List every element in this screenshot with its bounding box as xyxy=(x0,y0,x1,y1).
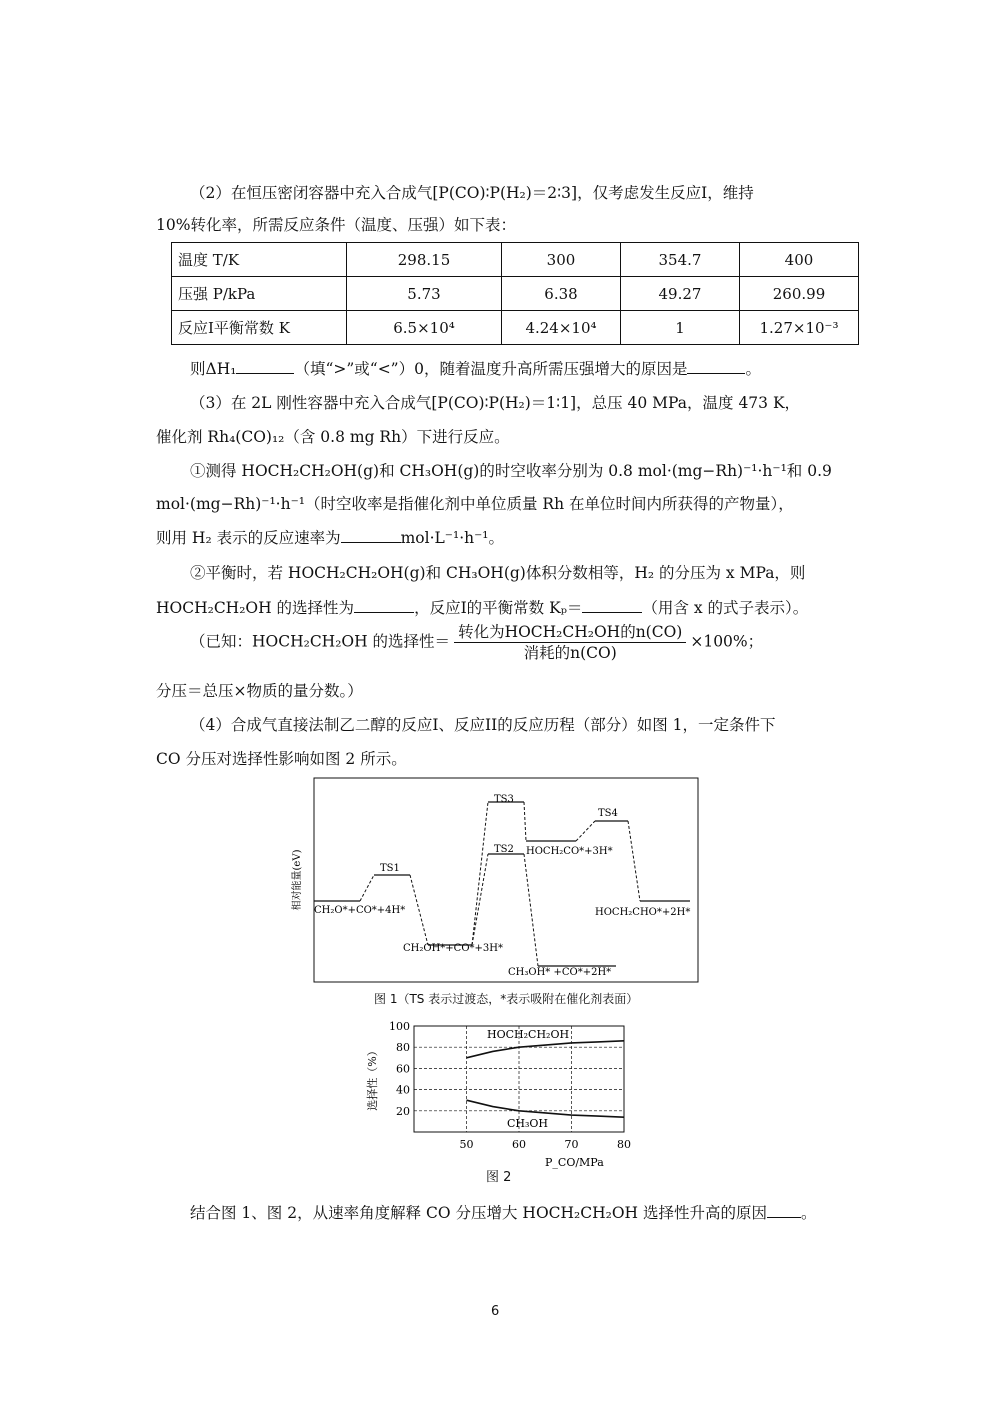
answer-blank[interactable] xyxy=(354,598,414,613)
figure-1-energy-diagram xyxy=(290,776,702,986)
table-cell: 6.38 xyxy=(502,277,621,311)
q3-s2-line2a: HOCH₂CH₂OH 的选择性为 xyxy=(156,599,355,617)
table-cell: 4.24×10⁴ xyxy=(502,311,621,345)
row-head: 压强 P/kPa xyxy=(172,277,347,311)
known-line2: 分压＝总压×物质的量分数。） xyxy=(156,682,363,700)
fig1-ylabel: 相对能量(eV) xyxy=(292,849,303,911)
q3-s2-line2c: （用含 x 的式子表示）。 xyxy=(642,599,809,617)
table-cell: 400 xyxy=(740,243,859,277)
q2-after-a: 则ΔH₁ xyxy=(190,360,237,378)
q2-after-c: 。 xyxy=(745,360,761,378)
fig2-y-tick-label: 20 xyxy=(396,1104,410,1118)
fig2-x-tick-label: 50 xyxy=(459,1138,474,1151)
table-cell: 298.15 xyxy=(347,243,502,277)
table-cell: 354.7 xyxy=(621,243,740,277)
fig1-start-label: CH₂O*+CO*+4H* xyxy=(314,905,406,916)
answer-blank[interactable] xyxy=(582,598,642,613)
q3-s1-line1: ①测得 HOCH₂CH₂OH(g)和 CH₃OH(g)的时空收率分别为 0.8 mol·(mg−Rh)⁻¹·h⁻¹和 0.9 xyxy=(190,462,832,480)
answer-blank[interactable] xyxy=(236,359,294,374)
page-number: 6 xyxy=(491,1304,500,1319)
fig2-ylabel: 选择性（%） xyxy=(366,1045,379,1111)
fig2-series-line-1 xyxy=(467,1100,625,1117)
fig2-x-tick-label: 60 xyxy=(512,1138,526,1151)
q3-s1-line2: mol·(mg−Rh)⁻¹·h⁻¹（时空收率是指催化剂中单位质量 Rh 在单位时间内所获得的产物量）， xyxy=(156,495,794,513)
fig2-y-tick-label: 60 xyxy=(396,1062,410,1076)
q3-s2-line2b: ，反应I的平衡常数 Kₚ＝ xyxy=(414,599,583,617)
table-row xyxy=(172,311,859,345)
q3-s1-line3 xyxy=(156,527,836,549)
fig1-int1-label: CH₂OH*+CO*+3H* xyxy=(403,943,503,954)
fig1-caption: 图 1（TS 表示过渡态，*表示吸附在催化剂表面） xyxy=(374,992,639,1006)
table-cell: 260.99 xyxy=(740,277,859,311)
q2-after-b: （填“>”或“<”）0，随着温度升高所需压强增大的原因是 xyxy=(294,360,688,378)
fig2-x-tick-label: 80 xyxy=(617,1138,631,1151)
q4-final-b: 。 xyxy=(800,1204,817,1222)
known-b: ×100%； xyxy=(690,632,764,651)
fig2-y-tick-label: 40 xyxy=(396,1083,410,1097)
fig1-int2-label: HOCH₂CO*+3H* xyxy=(526,846,613,857)
answer-blank[interactable] xyxy=(341,528,401,543)
q3-s1-line3a: 则用 H₂ 表示的反应速率为 xyxy=(156,529,341,547)
q4-line2: CO 分压对选择性影响如图 2 所示。 xyxy=(156,750,407,768)
q2-line1: （2）在恒压密闭容器中充入合成气[P(CO)∶P(H₂)＝2∶3]，仅考虑发生反应I，维持 xyxy=(190,184,754,202)
q3-line2: 催化剂 Rh₄(CO)₁₂（含 0.8 mg Rh）下进行反应。 xyxy=(156,428,510,446)
fig2-series-label-hoch2ch2oh: HOCH₂CH₂OH xyxy=(487,1028,570,1041)
fig2-xlabel: P_CO/MPa xyxy=(545,1156,604,1169)
fig2-y-tick-label: 80 xyxy=(396,1041,410,1055)
q3-s1-line3b: mol·L⁻¹·h⁻¹。 xyxy=(400,529,505,547)
table-cell: 1.27×10⁻³ xyxy=(740,311,859,345)
selectivity-formula xyxy=(190,622,870,663)
formula-numerator: 转化为HOCH₂CH₂OH的n(CO) xyxy=(454,622,686,643)
formula-fraction xyxy=(454,622,686,663)
table-cell: 1 xyxy=(621,311,740,345)
row-head: 温度 T/K xyxy=(172,243,347,277)
row-head: 反应I平衡常数 K xyxy=(172,311,347,345)
q3-s2-line2 xyxy=(156,597,836,619)
fig1-ts3-label: TS3 xyxy=(494,794,514,805)
table-cell: 49.27 xyxy=(621,277,740,311)
q3-s2-line1: ②平衡时，若 HOCH₂CH₂OH(g)和 CH₃OH(g)体积分数相等，H₂ 的分压为 x MPa，则 xyxy=(190,564,806,582)
fig2-y-tick-label: 100 xyxy=(389,1020,410,1033)
fig1-ts1-label: TS1 xyxy=(380,863,400,874)
condition-table xyxy=(171,242,859,345)
table-cell: 6.5×10⁴ xyxy=(347,311,502,345)
table-cell: 5.73 xyxy=(347,277,502,311)
answer-blank[interactable] xyxy=(687,359,745,374)
fig2-series-line-0 xyxy=(467,1041,625,1058)
table-row xyxy=(172,243,859,277)
q3-line1: （3）在 2L 刚性容器中充入合成气[P(CO)∶P(H₂)＝1∶1]，总压 40 MPa，温度 473 K， xyxy=(190,394,801,412)
fig1-ts4-label: TS4 xyxy=(598,808,618,819)
figure-2-selectivity-chart xyxy=(362,1014,632,1172)
fig1-ts2-label: TS2 xyxy=(494,844,514,855)
fig2-series-label-ch3oh: CH₃OH xyxy=(507,1117,549,1130)
table-row xyxy=(172,277,859,311)
q4-line1: （4）合成气直接法制乙二醇的反应I、反应II的反应历程（部分）如图 1，一定条件下 xyxy=(190,716,776,734)
fig2-caption: 图 2 xyxy=(486,1170,512,1185)
q4-final-line xyxy=(190,1202,870,1224)
fig2-x-tick-label: 70 xyxy=(564,1138,579,1151)
answer-blank[interactable] xyxy=(767,1203,801,1218)
q4-final-a: 结合图 1、图 2，从速率角度解释 CO 分压增大 HOCH₂CH₂OH 选择性升高的原因 xyxy=(190,1204,767,1222)
known-a: （已知：HOCH₂CH₂OH 的选择性＝ xyxy=(190,632,451,651)
q2-after-line xyxy=(190,358,870,380)
table-cell: 300 xyxy=(502,243,621,277)
formula-denominator: 消耗的n(CO) xyxy=(523,644,617,662)
fig1-end1-label: HOCH₂CHO*+2H* xyxy=(595,907,691,918)
fig1-end2-label: CH₃OH* +CO*+2H* xyxy=(508,967,612,978)
q2-line2: 10%转化率，所需反应条件（温度、压强）如下表： xyxy=(156,216,516,234)
